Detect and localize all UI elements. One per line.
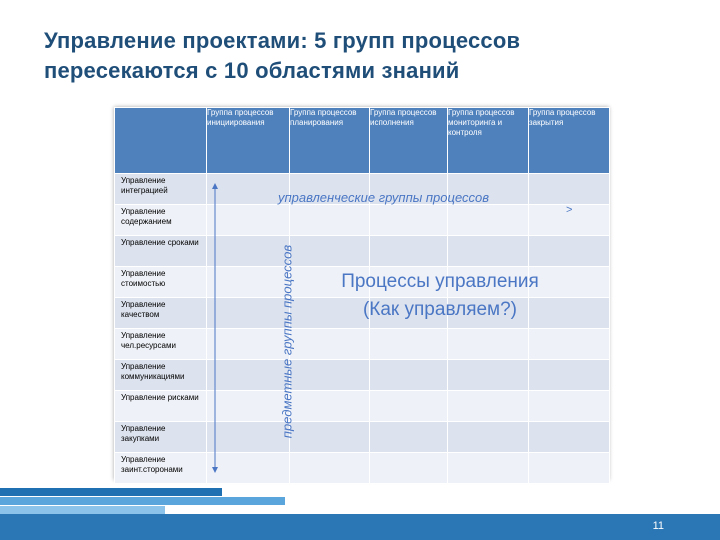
header-executing: Группа процессов исполнения [370, 108, 448, 174]
header-monitoring: Группа процессов мониторинга и контроля [448, 108, 529, 174]
management-groups-label: управленческие группы процессов [278, 190, 490, 205]
header-row [115, 108, 610, 174]
main-overlay-text [300, 268, 580, 324]
header-initiating: Группа процессов инициирования [207, 108, 290, 174]
row-label: Управление коммуникациями [115, 360, 207, 391]
row-label: Управление заинт.сторонами [115, 453, 207, 484]
decor-stripe-light [0, 497, 285, 505]
page-number: 11 [652, 520, 664, 532]
decor-stripe-pale [0, 506, 165, 514]
row-label: Управление содержанием [115, 205, 207, 236]
row-label: Управление рисками [115, 391, 207, 422]
row-label: Управление интеграцией [115, 174, 207, 205]
header-cell-empty [115, 108, 207, 174]
slide-title [44, 26, 704, 86]
table-row [115, 360, 610, 391]
main-overlay-line-2: (Как управляем?) [362, 299, 518, 320]
header-planning: Группа процессов планирования [290, 108, 370, 174]
subject-groups-label: предметные группы процессов [279, 244, 295, 439]
row-label: Управление сроками [115, 236, 207, 267]
table-row [115, 205, 610, 236]
table-row [115, 422, 610, 453]
footer-bar [0, 514, 720, 540]
title-line-1: Управление проектами: 5 групп процессов [44, 28, 521, 53]
title-line-2: пересекаются с 10 областями знаний [44, 58, 460, 83]
row-label: Управление чел.ресурсами [115, 329, 207, 360]
chevron-right-icon: > [566, 204, 573, 216]
vertical-double-arrow-icon [210, 183, 220, 473]
row-label: Управление качеством [115, 298, 207, 329]
decor-stripe-dark [0, 488, 222, 496]
table-row [115, 236, 610, 267]
main-overlay-line-1: Процессы управления [341, 271, 539, 292]
table-row [115, 391, 610, 422]
header-closing: Группа процессов закрытия [529, 108, 610, 174]
row-label: Управление закупками [115, 422, 207, 453]
row-label: Управление стоимостью [115, 267, 207, 298]
table-row [115, 329, 610, 360]
table-row [115, 453, 610, 484]
